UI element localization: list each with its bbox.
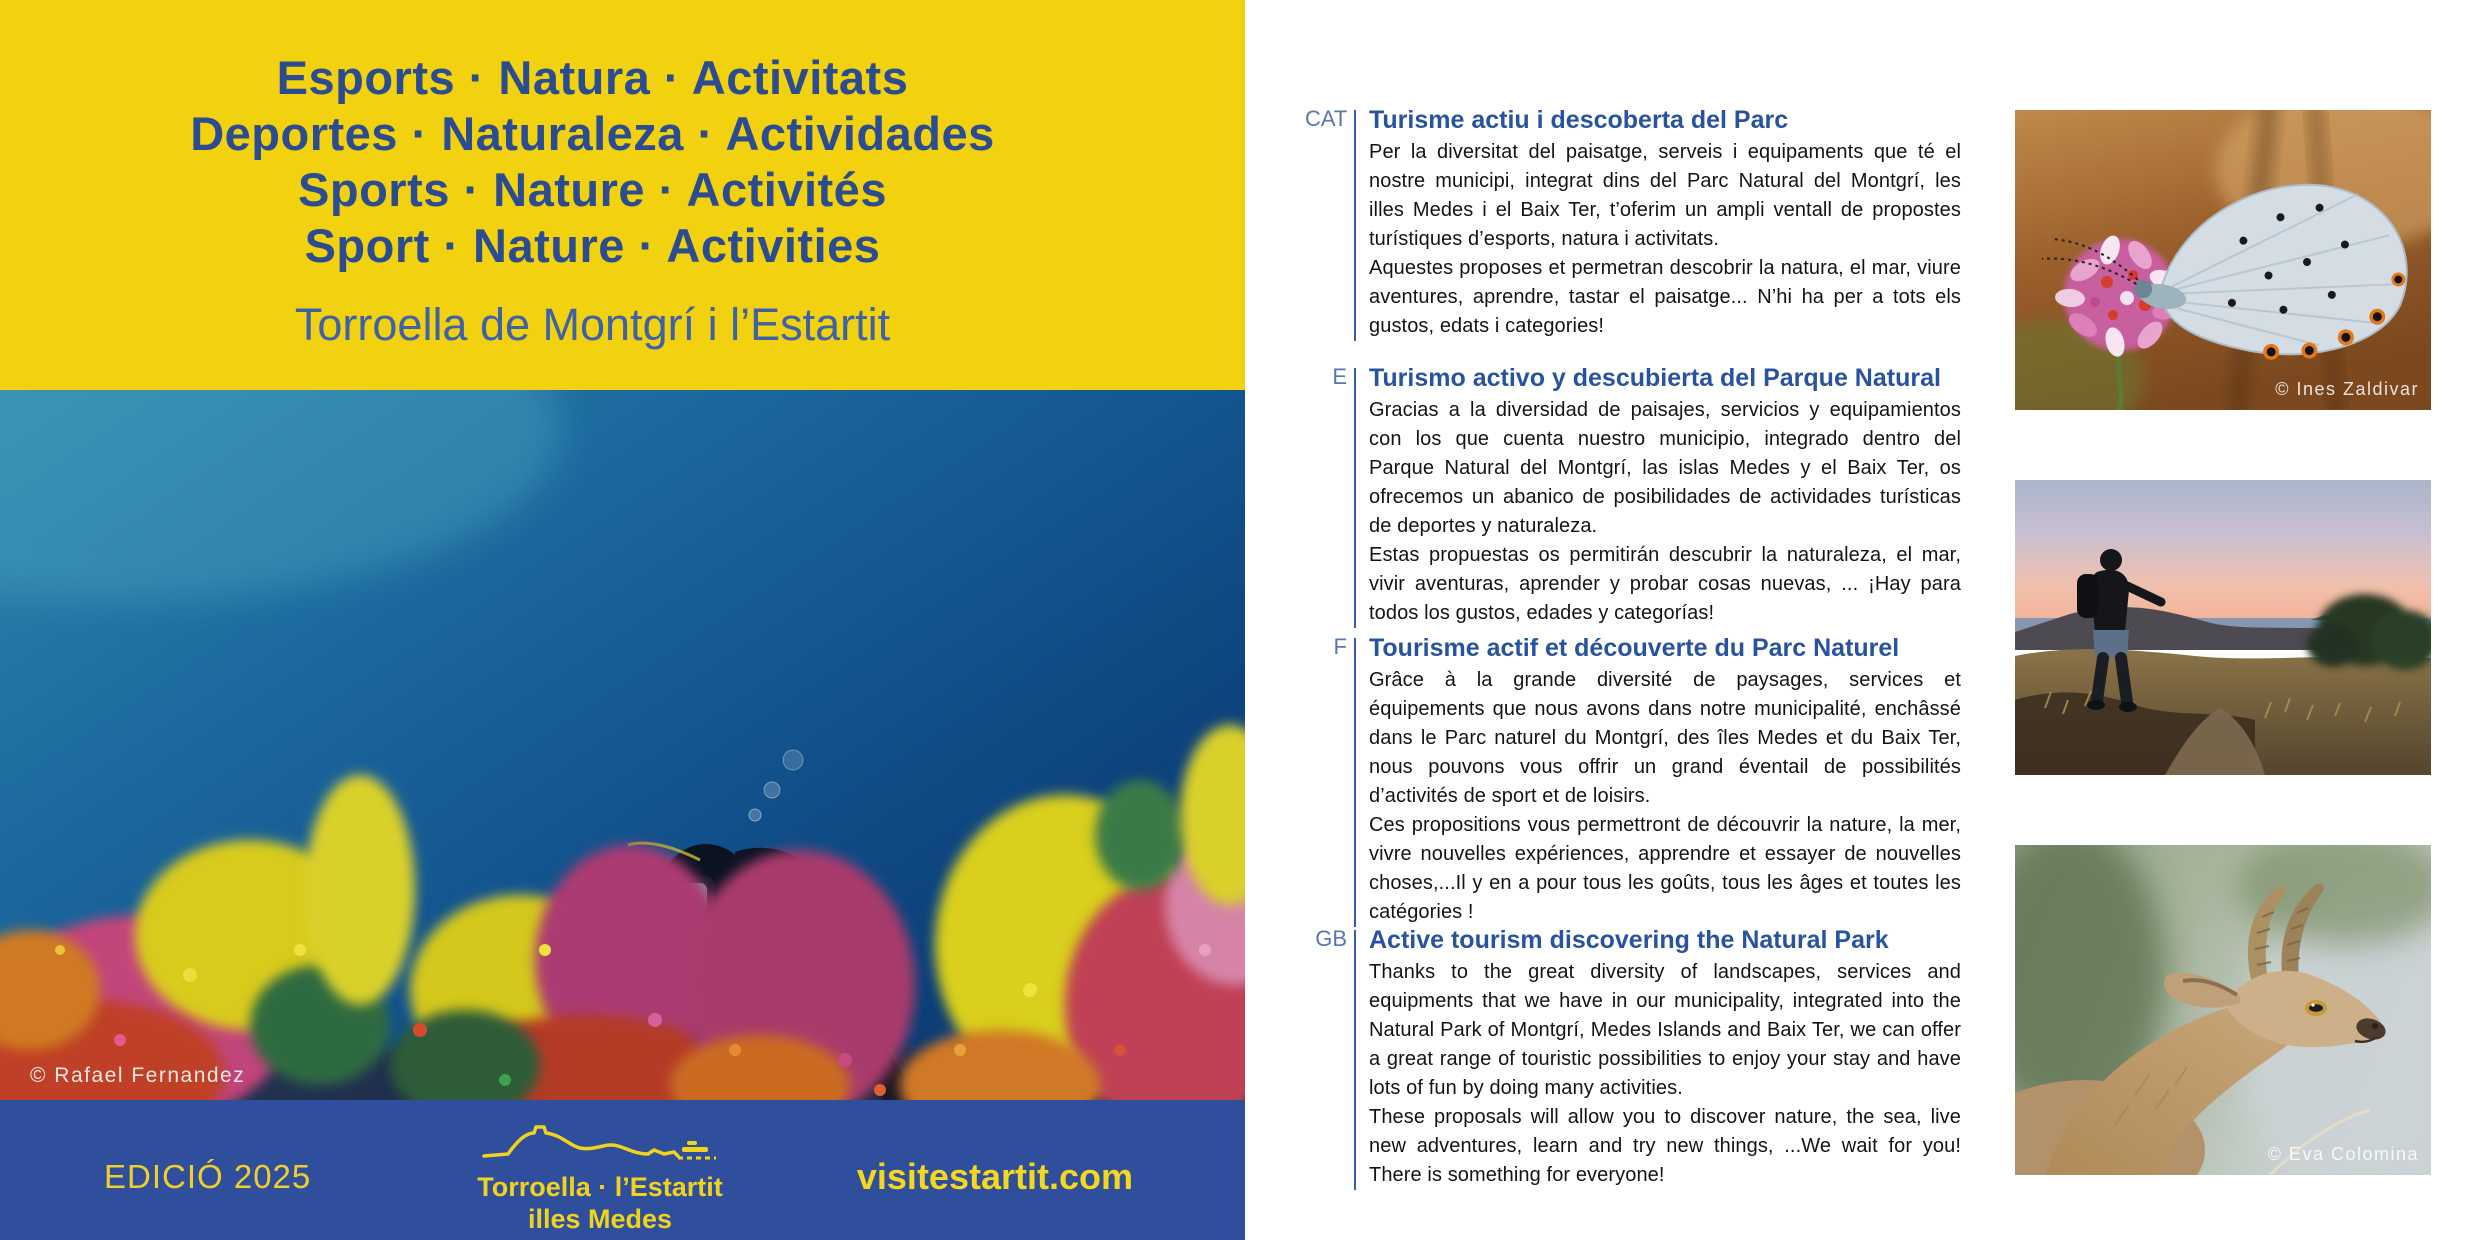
section-paragraph: Per la diversitat del paisatge, serveis i equipaments que té el nostre municipi, integrat dins del Parc Natural del Montgrí, les illes Medes i el Baix Ter, t’oferim un ampli ventall de propostes turístiques d’esports, natura i activitats. [1369, 141, 1961, 250]
torroella-estartit-logo [470, 1118, 730, 1235]
section-french [1305, 634, 2015, 927]
section-paragraph: These proposals will allow you to discover nature, the sea, live new adventures, learn and try new things, ...We wait for you! There is something for everyone! [1369, 1106, 1961, 1186]
cover-header [0, 0, 1245, 390]
section-title-cat: Turisme actiu i descoberta del Parc [1369, 106, 1789, 134]
section-title-e: Turismo activo y descubierta del Parque Natural [1369, 364, 1941, 392]
hiker-photo-illustration [2015, 480, 2431, 775]
butterfly-photo-illustration [2015, 110, 2431, 410]
goat-photo-illustration [2015, 845, 2431, 1175]
website-url: visitestartit.com [856, 1156, 1133, 1197]
diver-photo [0, 390, 1245, 1100]
cover-title-catalan: Esports · Natura · Activitats [276, 51, 909, 104]
edition-label: EDICIÓ 2025 [104, 1158, 312, 1195]
section-english [1305, 926, 2015, 1190]
section-content [1356, 926, 1961, 1190]
goat-photo-credit: © Eva Colomina [2267, 1144, 2419, 1164]
section-paragraph: Estas propuestas os permitirán descubrir la naturaleza, el mar, vivir aventuras, aprender y probar cosas nuevas, ... ¡Hay para todos los gustos, edades y categorías! [1369, 544, 1961, 624]
cover-subtitle: Torroella de Montgrí i l’Estartit [294, 299, 891, 350]
section-title-gb: Active tourism discovering the Natural Park [1369, 926, 1889, 954]
butterfly-photo [2015, 110, 2431, 410]
goat-photo [2015, 845, 2431, 1175]
lang-label-e: E [1332, 364, 1347, 389]
hiker-photo [2015, 480, 2431, 775]
diver-photo-credit: © Rafael Fernandez [30, 1064, 246, 1087]
section-content [1356, 106, 1961, 341]
section-content [1356, 364, 1961, 628]
section-paragraph: Ces propositions vous permettront de découvrir la nature, la mer, vivre nouvelles expériences, apprendre et essayer de nouvelles choses,...Il y en a pour tous les goûts, tous les âges et toutes les catégories ! [1369, 814, 1961, 923]
section-paragraph: Grâce à la grande diversité de paysages, services et équipements que nous avons dans notre municipalité, enchâssé dans le Parc naturel du Montgrí, des îles Medes et du Baix Ter, nous pouvons vous offrir un grand éventail de possibilités d’activités de sport et de loisirs. [1369, 669, 1961, 807]
logo-text-line1: Torroella · l’Estartit [477, 1172, 723, 1202]
butterfly-photo-credit: © Ines Zaldivar [2275, 379, 2419, 399]
montgri-skyline-icon [480, 1118, 720, 1162]
section-title-f: Tourisme actif et découverte du Parc Naturel [1369, 634, 1900, 662]
cover-title-english: Sport · Nature · Activities [304, 219, 881, 272]
logo-text-line2: illes Medes [527, 1204, 673, 1234]
lang-label-cat: CAT [1305, 106, 1348, 131]
diver-photo-illustration [0, 390, 1245, 1100]
section-catalan [1305, 106, 2015, 341]
inner-page [1245, 0, 2480, 1240]
section-paragraph: Thanks to the great diversity of landscapes, services and equipments that we have in our municipality, integrated into the Natural Park of Montgrí, Medes Islands and Baix Ter, we can offer a great range of touristic possibilities to enjoy your stay and have lots of fun by doing many activities. [1369, 961, 1961, 1099]
lang-label-gb: GB [1315, 926, 1347, 951]
section-paragraph: Aquestes proposes et permetran descobrir la natura, el mar, viure aventures, aprendre, tastar el paisatge... N’hi ha per a tots els gustos, edats i categories! [1369, 257, 1961, 337]
cover-title-spanish: Deportes · Naturaleza · Actividades [190, 107, 995, 160]
cover-footer [0, 1100, 1245, 1240]
section-paragraph: Gracias a la diversidad de paisajes, servicios y equipamientos con los que cuenta nuestro municipio, integrado dentro del Parque Natural del Montgrí, las islas Medes y el Baix Ter, os ofrecemos un abanico de posibilidades de actividades turísticas de deportes y naturaleza. [1369, 399, 1961, 537]
lang-label-f: F [1333, 634, 1347, 659]
cover-title-french: Sports · Nature · Activités [298, 163, 887, 216]
section-spanish [1305, 364, 2015, 628]
section-content [1356, 634, 1961, 927]
